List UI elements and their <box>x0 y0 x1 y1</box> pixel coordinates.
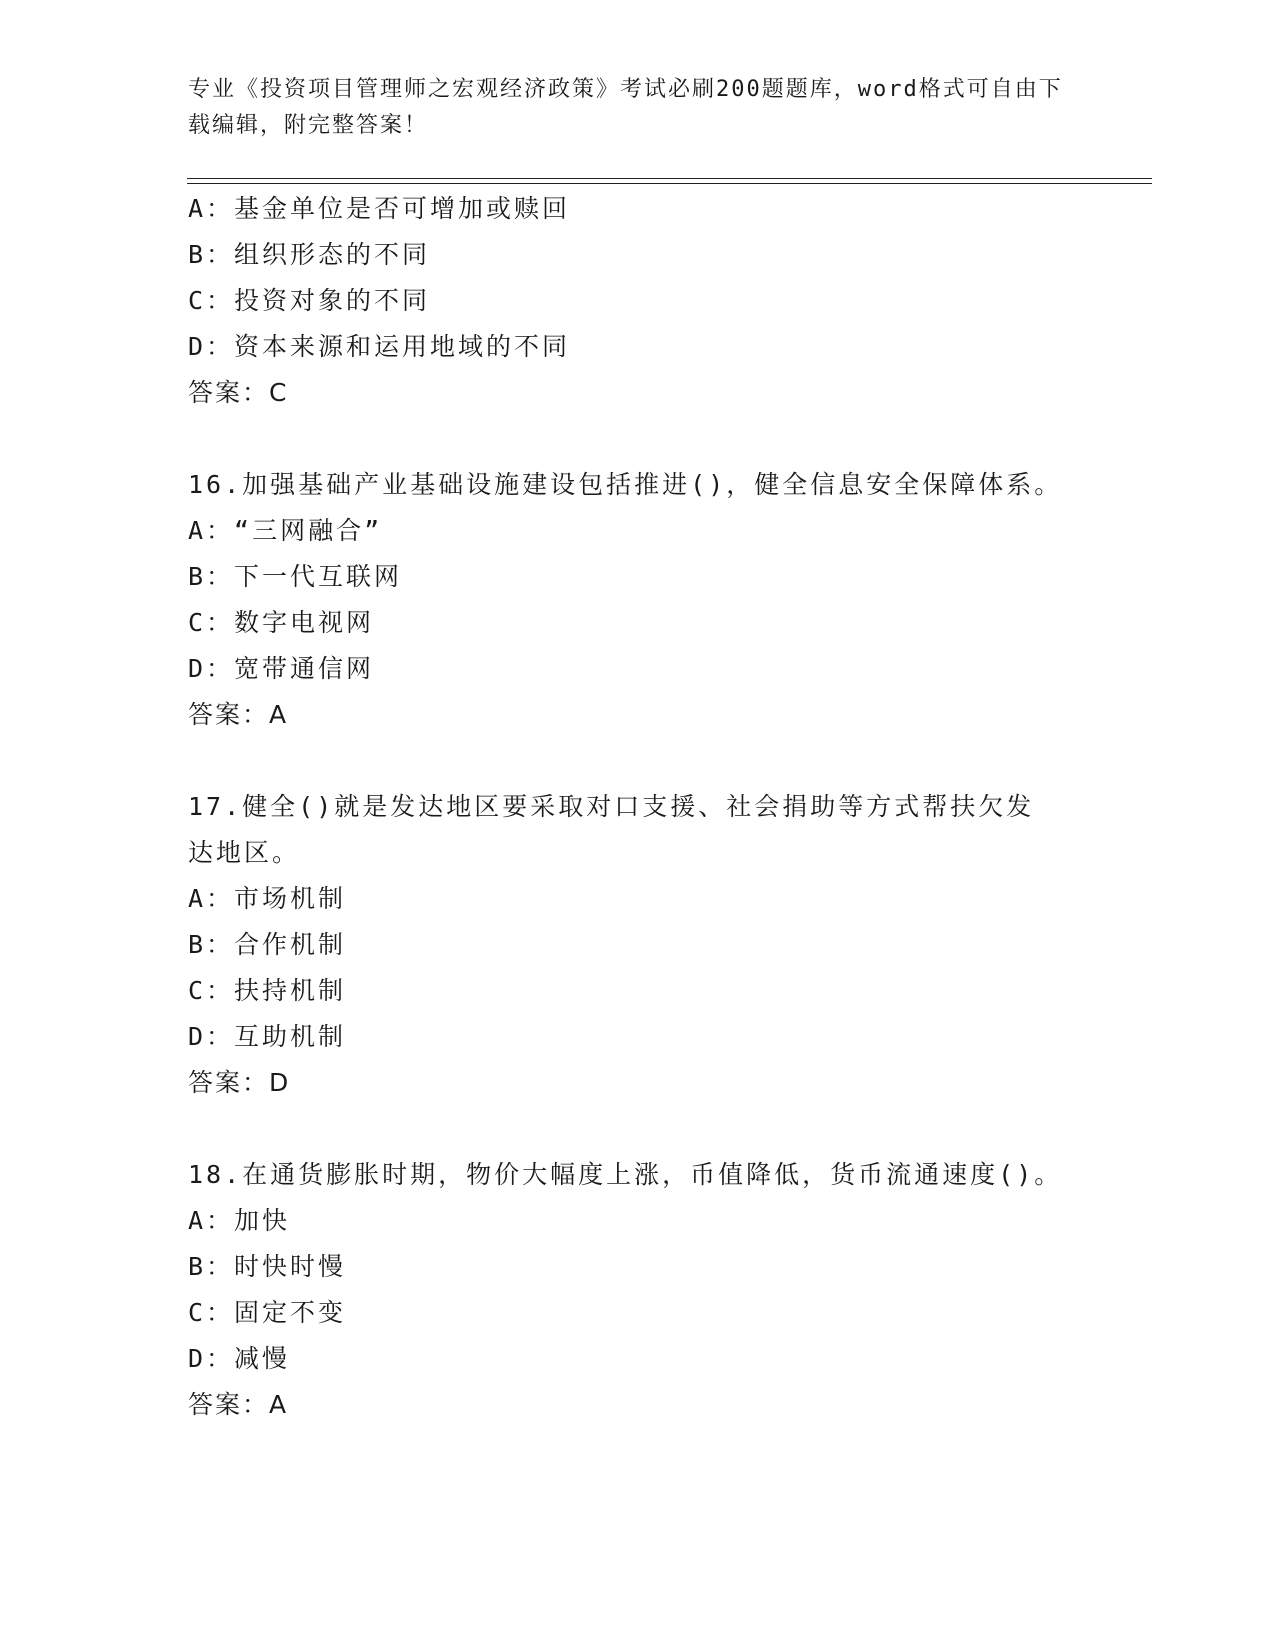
question-title: 16.加强基础产业基础设施建设包括推进()，健全信息安全保障体系。 <box>188 470 1063 499</box>
spacer <box>188 738 1088 784</box>
option-b: B：合作机制 <box>188 930 347 959</box>
answer: 答案：C <box>188 378 289 407</box>
option-c: C：数字电视网 <box>188 608 375 637</box>
option-a: A：加快 <box>188 1206 291 1235</box>
option-b: B：组织形态的不同 <box>188 240 431 269</box>
answer: 答案：A <box>188 1390 289 1419</box>
option-a: A：基金单位是否可增加或赎回 <box>188 194 571 223</box>
option-c: C：固定不变 <box>188 1298 347 1327</box>
header-text: 专业《投资项目管理师之宏观经济政策》考试必刷200题题库，word格式可自由下载编辑，附完整答案！ <box>188 77 1063 138</box>
answer: 答案：A <box>188 700 289 729</box>
option-d: D：资本来源和运用地域的不同 <box>188 332 571 361</box>
question-list <box>188 186 1088 1428</box>
question-18 <box>188 1152 1088 1428</box>
document-header <box>188 72 1068 144</box>
option-a: A：市场机制 <box>188 884 347 913</box>
header-divider <box>187 178 1152 184</box>
question-fragment <box>188 186 1088 416</box>
option-b: B：下一代互联网 <box>188 562 403 591</box>
option-a: A：“三网融合” <box>188 516 383 545</box>
spacer <box>188 1106 1088 1152</box>
option-b: B：时快时慢 <box>188 1252 347 1281</box>
option-d: D：互助机制 <box>188 1022 347 1051</box>
option-d: D：减慢 <box>188 1344 291 1373</box>
question-title: 18.在通货膨胀时期，物价大幅度上涨，币值降低，货币流通速度()。 <box>188 1160 1063 1189</box>
answer: 答案：D <box>188 1068 291 1097</box>
option-c: C：扶持机制 <box>188 976 347 1005</box>
option-c: C：投资对象的不同 <box>188 286 431 315</box>
spacer <box>188 416 1088 462</box>
question-17 <box>188 784 1088 1106</box>
option-d: D：宽带通信网 <box>188 654 375 683</box>
question-title: 17.健全()就是发达地区要采取对口支援、社会捐助等方式帮扶欠发达地区。 <box>188 792 1035 867</box>
question-16 <box>188 462 1088 738</box>
